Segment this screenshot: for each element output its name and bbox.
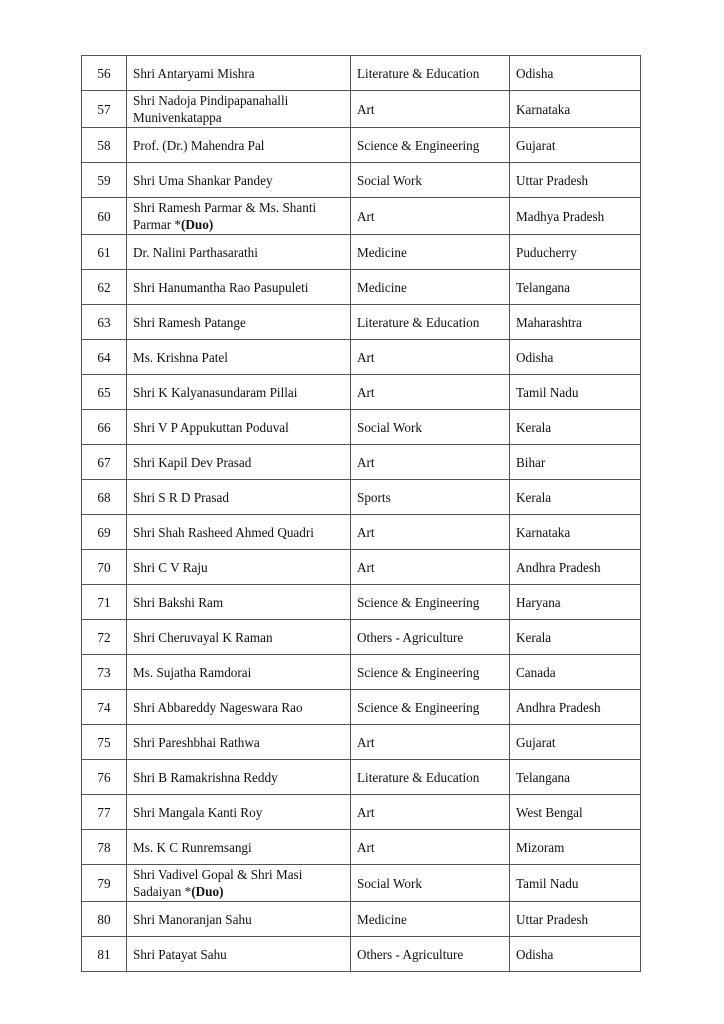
table-row	[82, 655, 641, 690]
table-row	[82, 515, 641, 550]
serial-number-cell: 65	[82, 375, 127, 410]
field-cell: Science & Engineering	[351, 128, 510, 163]
field-cell: Art	[351, 830, 510, 865]
state-cell: Kerala	[510, 620, 641, 655]
state-cell: Odisha	[510, 340, 641, 375]
awardee-name-cell: Shri K Kalyanasundaram Pillai	[127, 375, 351, 410]
state-cell: Tamil Nadu	[510, 865, 641, 902]
serial-number-cell: 60	[82, 198, 127, 235]
field-cell: Art	[351, 198, 510, 235]
awardee-name-cell: Ms. K C Runremsangi	[127, 830, 351, 865]
awardee-name-cell: Ms. Sujatha Ramdorai	[127, 655, 351, 690]
awardee-name-cell: Shri Hanumantha Rao Pasupuleti	[127, 270, 351, 305]
awardee-name-cell: Shri Uma Shankar Pandey	[127, 163, 351, 198]
state-cell: Telangana	[510, 760, 641, 795]
state-cell: Gujarat	[510, 725, 641, 760]
table-row	[82, 375, 641, 410]
awardee-name-cell: Shri Bakshi Ram	[127, 585, 351, 620]
field-cell: Medicine	[351, 902, 510, 937]
state-cell: Karnataka	[510, 515, 641, 550]
state-cell: Telangana	[510, 270, 641, 305]
field-cell: Others - Agriculture	[351, 620, 510, 655]
state-cell: Maharashtra	[510, 305, 641, 340]
serial-number-cell: 71	[82, 585, 127, 620]
table-row	[82, 480, 641, 515]
table-row	[82, 270, 641, 305]
state-cell: Madhya Pradesh	[510, 198, 641, 235]
state-cell: Tamil Nadu	[510, 375, 641, 410]
state-cell: Puducherry	[510, 235, 641, 270]
awardee-name-cell: Shri Abbareddy Nageswara Rao	[127, 690, 351, 725]
table-row	[82, 902, 641, 937]
table-row	[82, 305, 641, 340]
table-row	[82, 91, 641, 128]
table-row	[82, 128, 641, 163]
table-row	[82, 410, 641, 445]
table-row	[82, 550, 641, 585]
serial-number-cell: 80	[82, 902, 127, 937]
field-cell: Science & Engineering	[351, 585, 510, 620]
state-cell: Odisha	[510, 56, 641, 91]
field-cell: Medicine	[351, 270, 510, 305]
state-cell: Mizoram	[510, 830, 641, 865]
awardee-name-text: Shri Vadivel Gopal & Shri Masi Sadaiyan *	[133, 867, 303, 899]
field-cell: Science & Engineering	[351, 690, 510, 725]
serial-number-cell: 78	[82, 830, 127, 865]
table-row	[82, 235, 641, 270]
field-cell: Social Work	[351, 410, 510, 445]
awardee-name-cell: Shri V P Appukuttan Poduval	[127, 410, 351, 445]
serial-number-cell: 69	[82, 515, 127, 550]
field-cell: Art	[351, 445, 510, 480]
field-cell: Art	[351, 550, 510, 585]
awardee-name-cell: Ms. Krishna Patel	[127, 340, 351, 375]
field-cell: Art	[351, 795, 510, 830]
serial-number-cell: 58	[82, 128, 127, 163]
table-row	[82, 585, 641, 620]
field-cell: Science & Engineering	[351, 655, 510, 690]
field-cell: Literature & Education	[351, 760, 510, 795]
field-cell: Art	[351, 340, 510, 375]
serial-number-cell: 77	[82, 795, 127, 830]
awardee-name-cell: Shri Shah Rasheed Ahmed Quadri	[127, 515, 351, 550]
awardee-name-cell: Shri Antaryami Mishra	[127, 56, 351, 91]
serial-number-cell: 67	[82, 445, 127, 480]
field-cell: Literature & Education	[351, 305, 510, 340]
field-cell: Social Work	[351, 865, 510, 902]
awardee-name-cell: Dr. Nalini Parthasarathi	[127, 235, 351, 270]
serial-number-cell: 59	[82, 163, 127, 198]
table-row	[82, 690, 641, 725]
state-cell: Gujarat	[510, 128, 641, 163]
awardees-table-body	[82, 56, 641, 972]
awardee-name-cell: Shri S R D Prasad	[127, 480, 351, 515]
state-cell: Canada	[510, 655, 641, 690]
table-row	[82, 56, 641, 91]
state-cell: Karnataka	[510, 91, 641, 128]
field-cell: Others - Agriculture	[351, 937, 510, 972]
awardee-name-cell: Shri Cheruvayal K Raman	[127, 620, 351, 655]
awardee-name-cell	[127, 198, 351, 235]
serial-number-cell: 56	[82, 56, 127, 91]
state-cell: Uttar Pradesh	[510, 902, 641, 937]
awardee-name-cell	[127, 865, 351, 902]
serial-number-cell: 64	[82, 340, 127, 375]
state-cell: Uttar Pradesh	[510, 163, 641, 198]
awardee-name-cell: Shri Ramesh Patange	[127, 305, 351, 340]
serial-number-cell: 61	[82, 235, 127, 270]
awardee-name-cell: Shri Mangala Kanti Roy	[127, 795, 351, 830]
serial-number-cell: 72	[82, 620, 127, 655]
state-cell: Kerala	[510, 480, 641, 515]
serial-number-cell: 57	[82, 91, 127, 128]
awardee-name-cell: Shri C V Raju	[127, 550, 351, 585]
serial-number-cell: 70	[82, 550, 127, 585]
state-cell: Kerala	[510, 410, 641, 445]
awardee-name-cell: Shri B Ramakrishna Reddy	[127, 760, 351, 795]
awardee-name-cell: Shri Manoranjan Sahu	[127, 902, 351, 937]
table-row	[82, 760, 641, 795]
field-cell: Literature & Education	[351, 56, 510, 91]
table-row	[82, 725, 641, 760]
awardee-name-cell: Shri Patayat Sahu	[127, 937, 351, 972]
table-row	[82, 163, 641, 198]
awardees-table	[81, 55, 641, 972]
table-row	[82, 445, 641, 480]
table-row	[82, 795, 641, 830]
table-row	[82, 198, 641, 235]
state-cell: West Bengal	[510, 795, 641, 830]
serial-number-cell: 62	[82, 270, 127, 305]
serial-number-cell: 73	[82, 655, 127, 690]
serial-number-cell: 66	[82, 410, 127, 445]
field-cell: Sports	[351, 480, 510, 515]
state-cell: Andhra Pradesh	[510, 690, 641, 725]
state-cell: Haryana	[510, 585, 641, 620]
duo-marker: (Duo)	[191, 884, 224, 899]
serial-number-cell: 81	[82, 937, 127, 972]
table-row	[82, 865, 641, 902]
awardee-name-cell: Prof. (Dr.) Mahendra Pal	[127, 128, 351, 163]
serial-number-cell: 68	[82, 480, 127, 515]
awardee-name-cell: Shri Pareshbhai Rathwa	[127, 725, 351, 760]
serial-number-cell: 76	[82, 760, 127, 795]
table-row	[82, 937, 641, 972]
awardee-name-cell: Shri Kapil Dev Prasad	[127, 445, 351, 480]
field-cell: Art	[351, 375, 510, 410]
state-cell: Bihar	[510, 445, 641, 480]
awardee-name-cell: Shri Nadoja Pindipapanahalli Munivenkatappa	[127, 91, 351, 128]
serial-number-cell: 75	[82, 725, 127, 760]
table-row	[82, 340, 641, 375]
field-cell: Art	[351, 515, 510, 550]
table-row	[82, 620, 641, 655]
awardee-name-text: Shri Ramesh Parmar & Ms. Shanti Parmar *	[133, 200, 317, 232]
table-row	[82, 830, 641, 865]
field-cell: Art	[351, 725, 510, 760]
serial-number-cell: 63	[82, 305, 127, 340]
field-cell: Art	[351, 91, 510, 128]
duo-marker: (Duo)	[180, 217, 214, 232]
state-cell: Andhra Pradesh	[510, 550, 641, 585]
serial-number-cell: 74	[82, 690, 127, 725]
state-cell: Odisha	[510, 937, 641, 972]
field-cell: Medicine	[351, 235, 510, 270]
serial-number-cell: 79	[82, 865, 127, 902]
field-cell: Social Work	[351, 163, 510, 198]
